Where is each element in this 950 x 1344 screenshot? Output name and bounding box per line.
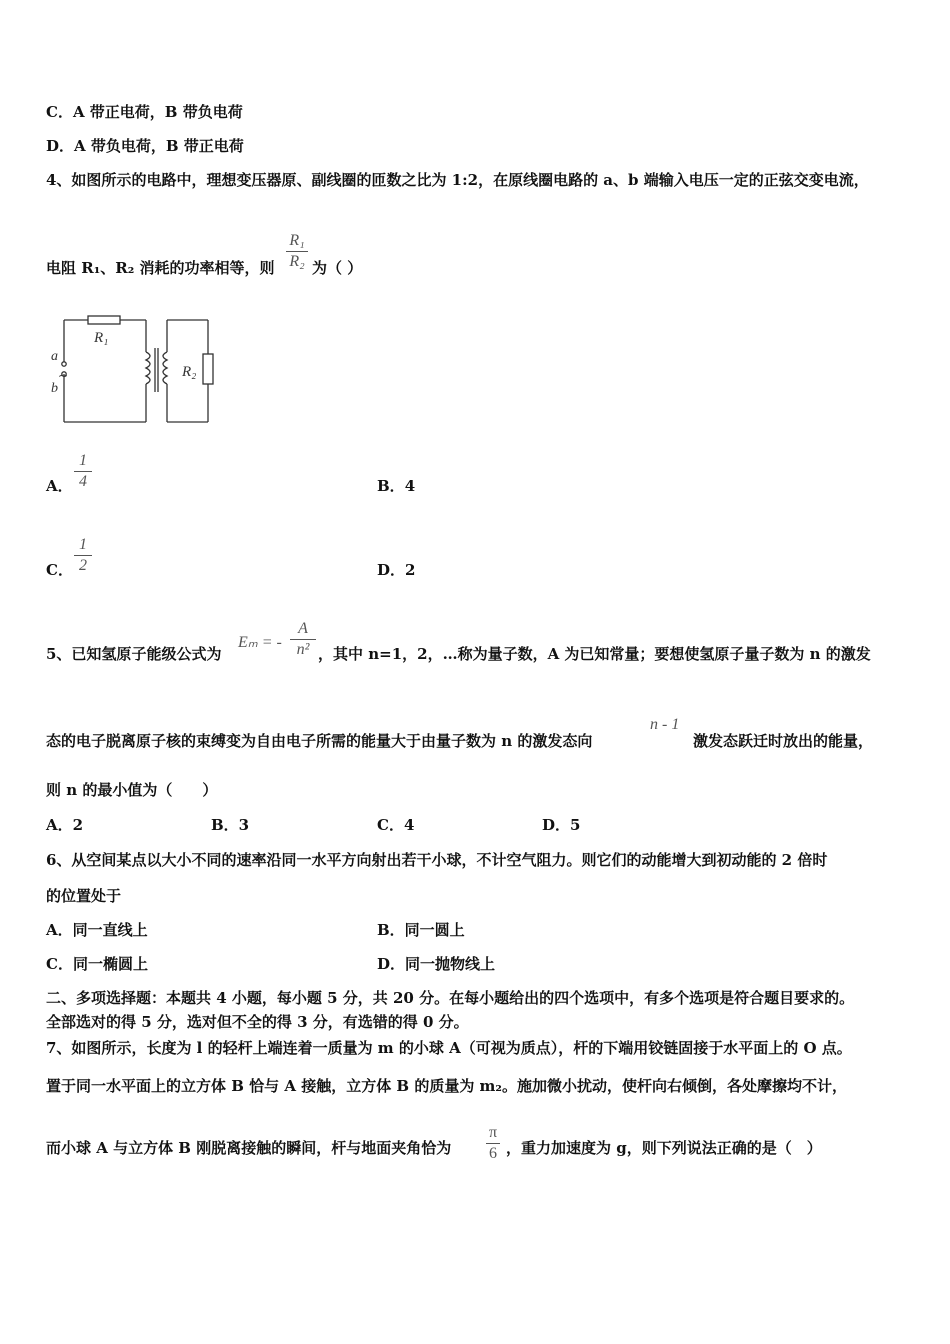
q6-option-b: B．同一圆上 [377,921,465,939]
q5-option-d: D．5 [542,816,581,834]
denominator: 2 [79,557,87,574]
numerator: 1 [79,452,87,469]
ac-source-symbol: ~ [58,369,69,383]
q5-option-a: A．2 [46,816,84,834]
section2-heading-line1: 二、多项选择题：本题共 4 小题，每小题 5 分，共 20 分。在每小题给出的四个选项中，有多个选项是符合题目要求的。 [46,989,855,1007]
ratio-denominator: R₂ [289,253,305,270]
numerator: A [298,620,308,637]
q6-stem-line1: 6、从空间某点以大小不同的速率沿同一水平方向射出若干小球，不计空气阻力。则它们的动能增大到初动能的 2 倍时 [46,851,828,869]
q4-option-d: D．2 [377,561,416,579]
q3-option-d: D．A 带负电荷，B 带正电荷 [46,137,244,155]
q6-option-d: D．同一抛物线上 [377,955,496,973]
q6-stem-line2: 的位置处于 [46,887,122,905]
label-r1: R₁ [94,330,109,346]
q3-option-c: C．A 带正电荷，B 带负电荷 [46,103,243,121]
q4-option-a-letter: A． [46,477,73,495]
label-a: a [51,349,58,364]
q5-formula-lhs: Eₘ = - [238,634,282,651]
q7-stem-line2: 置于同一水平面上的立方体 B 恰与 A 接触，立方体 B 的质量为 m₂。施加微小扰动，使杆向右倾倒，各处摩擦均不计， [46,1077,847,1095]
q4-stem-line1: 4、如图所示的电路中，理想变压器原、副线圈的匝数之比为 1:2，在原线圈电路的 a、b 端输入电压一定的正弦交变电流， [46,171,869,189]
q7-stem-line1: 7、如图所示，长度为 l 的轻杆上端连着一质量为 m 的小球 A（可视为质点），杆的下端用铰链固接于水平面上的 O 点。 [46,1039,852,1057]
q5-stem-line1-pre: 5、已知氢原子能级公式为 [46,645,222,663]
q4-stem-line2-post: 为（ ） [312,259,363,277]
q5-stem-line2-post: 激发态跃迁时放出的能量， [693,732,874,750]
q7-stem-line3-pre: 而小球 A 与立方体 B 刚脱离接触的瞬间，杆与地面夹角恰为 [46,1139,452,1157]
q6-option-a: A．同一直线上 [46,921,148,939]
numerator: 1 [79,536,87,553]
q5-stem-line2-pre: 态的电子脱离原子核的束缚变为自由电子所需的能量大于由量子数为 n 的激发态向 [46,732,593,750]
q5-formula-fraction [290,620,316,659]
q4-option-c-fraction [74,536,92,575]
q5-option-b: B．3 [211,816,250,834]
q5-option-c: C．4 [377,816,415,834]
q7-stem-line3-post: ，重力加速度为 g，则下列说法正确的是（ ） [506,1139,822,1157]
q4-ratio-fraction [286,232,308,271]
q5-stem-line1-post: ，其中 n=1，2，…称为量子数，A 为已知常量；要想使氢原子量子数为 n 的激发 [318,645,871,663]
section2-heading-line2: 全部选对的得 5 分，选对但不全的得 3 分，有选错的得 0 分。 [46,1013,469,1031]
q5-stem-line3: 则 n 的最小值为（ ） [46,781,218,799]
q4-option-b: B．4 [377,477,416,495]
ratio-numerator: R₁ [289,232,305,249]
label-b: b [51,381,58,396]
numerator: π [488,1124,498,1141]
denominator: 4 [79,473,87,490]
q4-option-a-fraction [74,452,92,491]
q4-stem-line2-pre: 电阻 R₁、R₂ 消耗的功率相等，则 [46,259,275,277]
q6-option-c: C．同一椭圆上 [46,955,148,973]
label-r2: R₂ [182,364,197,380]
q4-option-c-letter: C． [46,561,73,579]
denominator: 6 [489,1145,497,1162]
q5-line2-formula: n - 1 [650,716,680,733]
circuit-diagram [46,312,216,430]
q7-angle-fraction [486,1124,500,1163]
denominator: n² [296,641,310,658]
